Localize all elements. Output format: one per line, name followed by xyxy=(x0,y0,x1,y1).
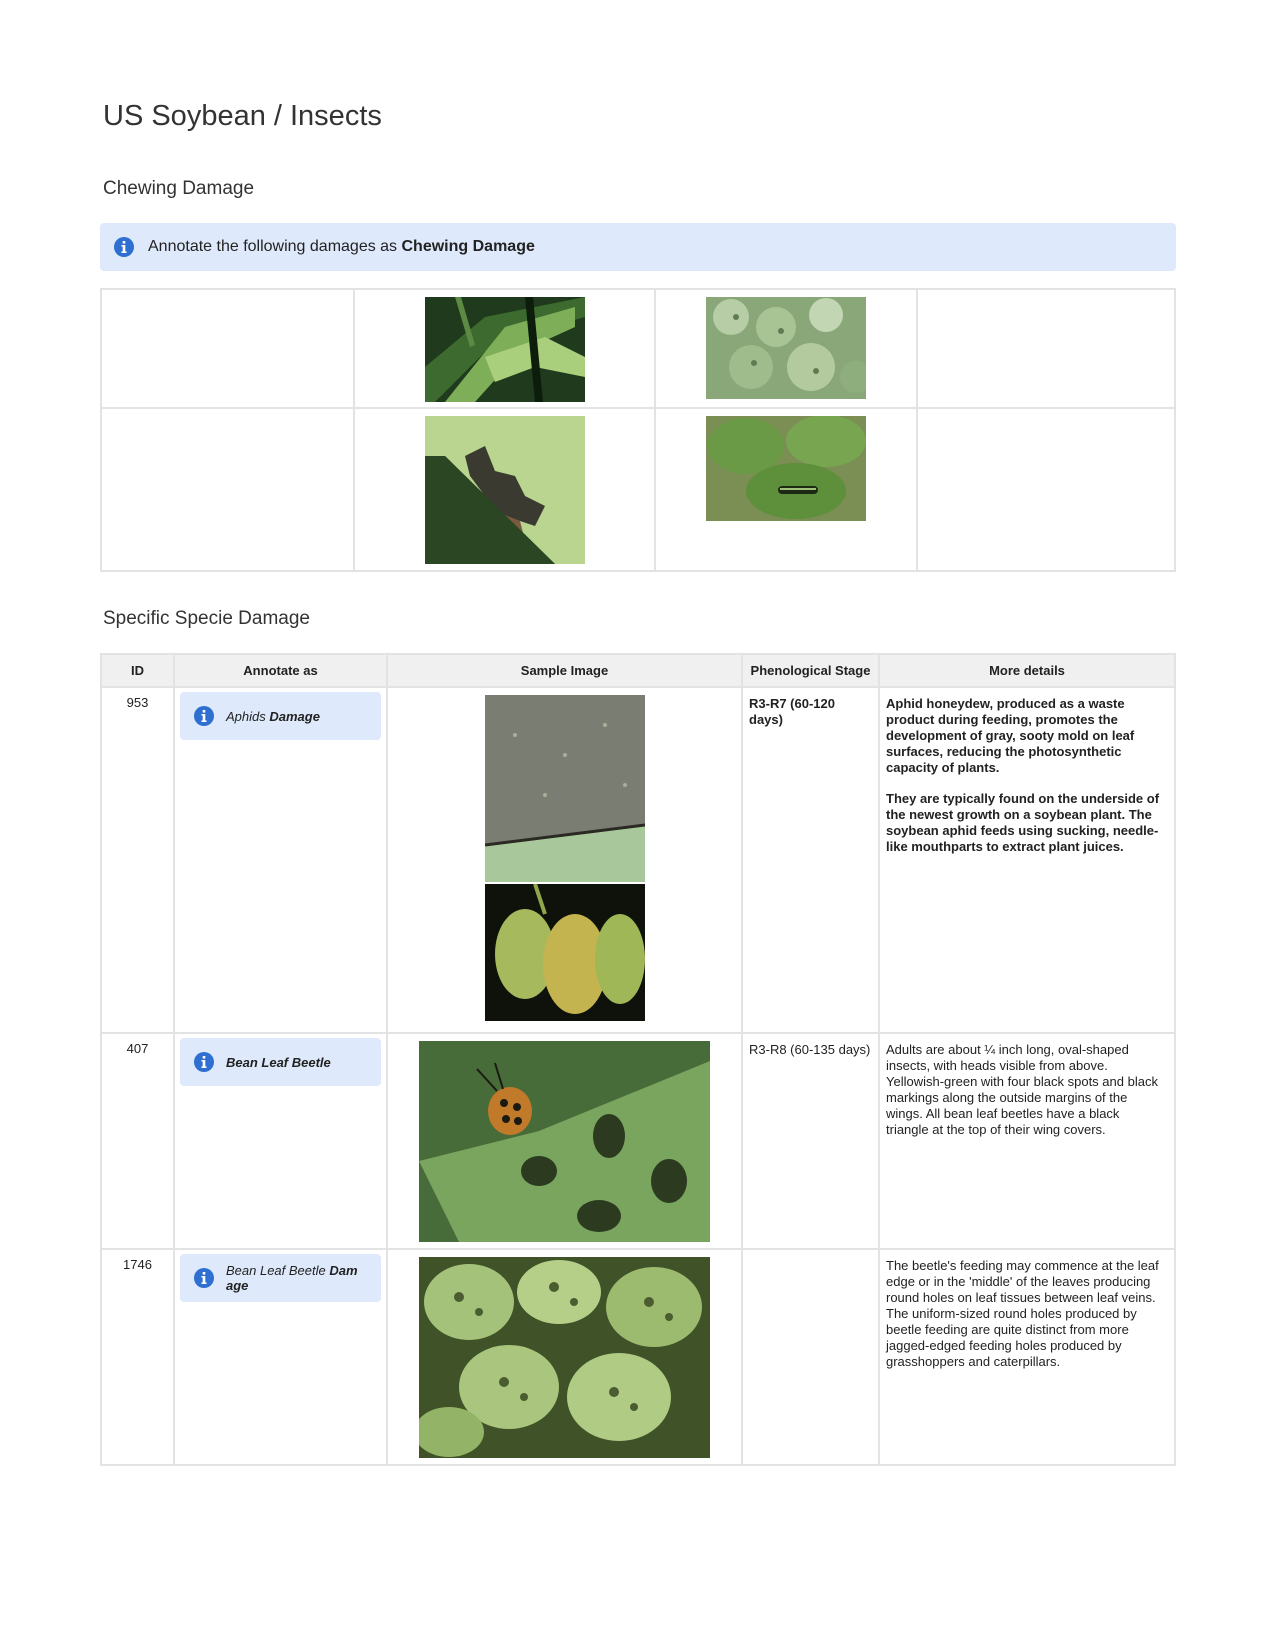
soybean-foliage-photo xyxy=(706,297,866,399)
column-header-image: Sample Image xyxy=(387,654,742,687)
caterpillar-photo xyxy=(706,416,866,521)
sooty-mold-leaf-photo xyxy=(485,695,645,882)
row-id: 953 xyxy=(101,687,174,1033)
phenological-stage: R3-R8 (60-135 days) xyxy=(742,1033,879,1249)
details-text: Aphid honeydew, produced as a waste product during feeding, promotes the development of gray, sooty mold on leaf surfaces, reducing the photosynthetic capacity of plants. They are typically found on the underside of the newest growth on a soybean plant. The soybean aphid feeds using sucking, needle-like mouthparts to extract plant juices. xyxy=(879,687,1175,1033)
row-id: 1746 xyxy=(101,1249,174,1465)
annotate-label: Aphids Damage xyxy=(180,692,381,740)
image-cell xyxy=(655,289,917,408)
empty-cell xyxy=(917,289,1175,408)
aphid-infested-leaves-photo xyxy=(485,884,645,1021)
column-header-details: More details xyxy=(879,654,1175,687)
details-text: Adults are about ¼ inch long, oval-shaped insects, with heads visible from above. Yellowish-green with four black spots and black markings along the outside margins of the wings. All bean leaf beetles have a black triangle at the top of their wing covers. xyxy=(879,1033,1175,1249)
section-title-chewing: Chewing Damage xyxy=(103,178,255,199)
empty-cell xyxy=(101,289,354,408)
details-text: The beetle's feeding may commence at the leaf edge or in the 'middle' of the leaves producing round holes on leaf tissues between leaf veins. The uniform-sized round holes produced by beetle feeding are quite distinct from more jagged-edged feeding holes produced by grasshoppers and caterpillars. xyxy=(879,1249,1175,1465)
table-row xyxy=(101,687,1175,1033)
info-text: Annotate the following damages as Chewing Damage xyxy=(148,238,535,255)
page-title: US Soybean / Insects xyxy=(103,100,382,132)
info-icon xyxy=(114,237,134,257)
section-title-specie: Specific Specie Damage xyxy=(103,608,310,629)
beetle-damage-field-photo xyxy=(419,1257,710,1458)
leaf-holes-photo xyxy=(425,416,585,564)
empty-cell xyxy=(101,408,354,571)
image-cell xyxy=(655,408,917,571)
column-header-annotate: Annotate as xyxy=(174,654,387,687)
corn-leaf-photo xyxy=(425,297,585,402)
annotate-label: Bean Leaf Beetle Dam age xyxy=(180,1254,381,1302)
phenological-stage: R3-R7 (60-120 days) xyxy=(742,687,879,1033)
info-icon xyxy=(194,1268,214,1288)
table-row xyxy=(101,1249,1175,1465)
image-cell xyxy=(354,408,655,571)
image-cell xyxy=(354,289,655,408)
annotate-label: Bean Leaf Beetle xyxy=(180,1038,381,1086)
bean-leaf-beetle-photo xyxy=(419,1041,710,1242)
chewing-image-table xyxy=(100,288,1176,572)
phenological-stage xyxy=(742,1249,879,1465)
column-header-id: ID xyxy=(101,654,174,687)
column-header-stage: Phenological Stage xyxy=(742,654,879,687)
info-icon xyxy=(194,1052,214,1072)
specie-damage-table xyxy=(100,653,1176,1466)
table-row xyxy=(101,1033,1175,1249)
info-icon xyxy=(194,706,214,726)
chewing-info-panel xyxy=(100,223,1176,271)
empty-cell xyxy=(917,408,1175,571)
row-id: 407 xyxy=(101,1033,174,1249)
